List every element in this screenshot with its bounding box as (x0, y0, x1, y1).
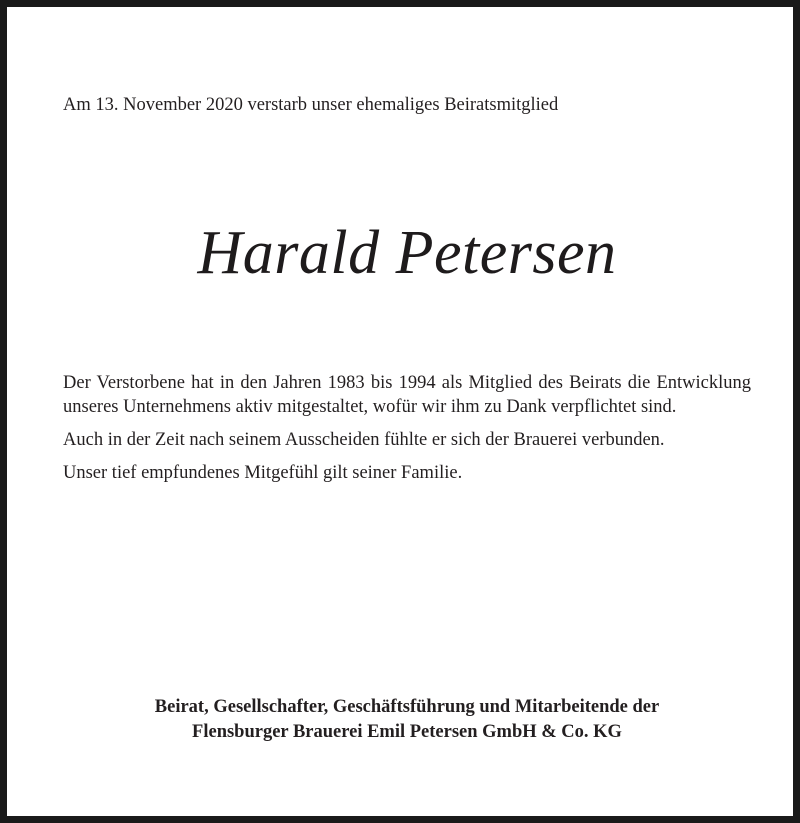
signature-block (63, 695, 751, 745)
notice-body (63, 371, 751, 494)
deceased-name: Harald Petersen (197, 219, 617, 287)
body-paragraph-connection: Auch in der Zeit nach seinem Ausscheiden fühlte er sich der Brauerei verbunden. (63, 430, 665, 450)
body-paragraph-tribute: Der Verstorbene hat in den Jahren 1983 bis 1994 als Mitglied des Beirats die Entwicklung unseres Unternehmens aktiv mitgestaltet, wofür wir ihm zu Dank verpflichtet sind. (63, 373, 751, 417)
intro-line: Am 13. November 2020 verstarb unser ehemaliges Beiratsmitglied (63, 95, 559, 115)
signature-line-1: Beirat, Gesellschafter, Geschäftsführung und Mitarbeitende der (154, 697, 660, 717)
body-paragraph-condolence: Unser tief empfundenes Mitgefühl gilt seiner Familie. (63, 463, 463, 483)
signature-line-2: Flensburger Brauerei Emil Petersen GmbH & Co. KG (192, 722, 622, 742)
